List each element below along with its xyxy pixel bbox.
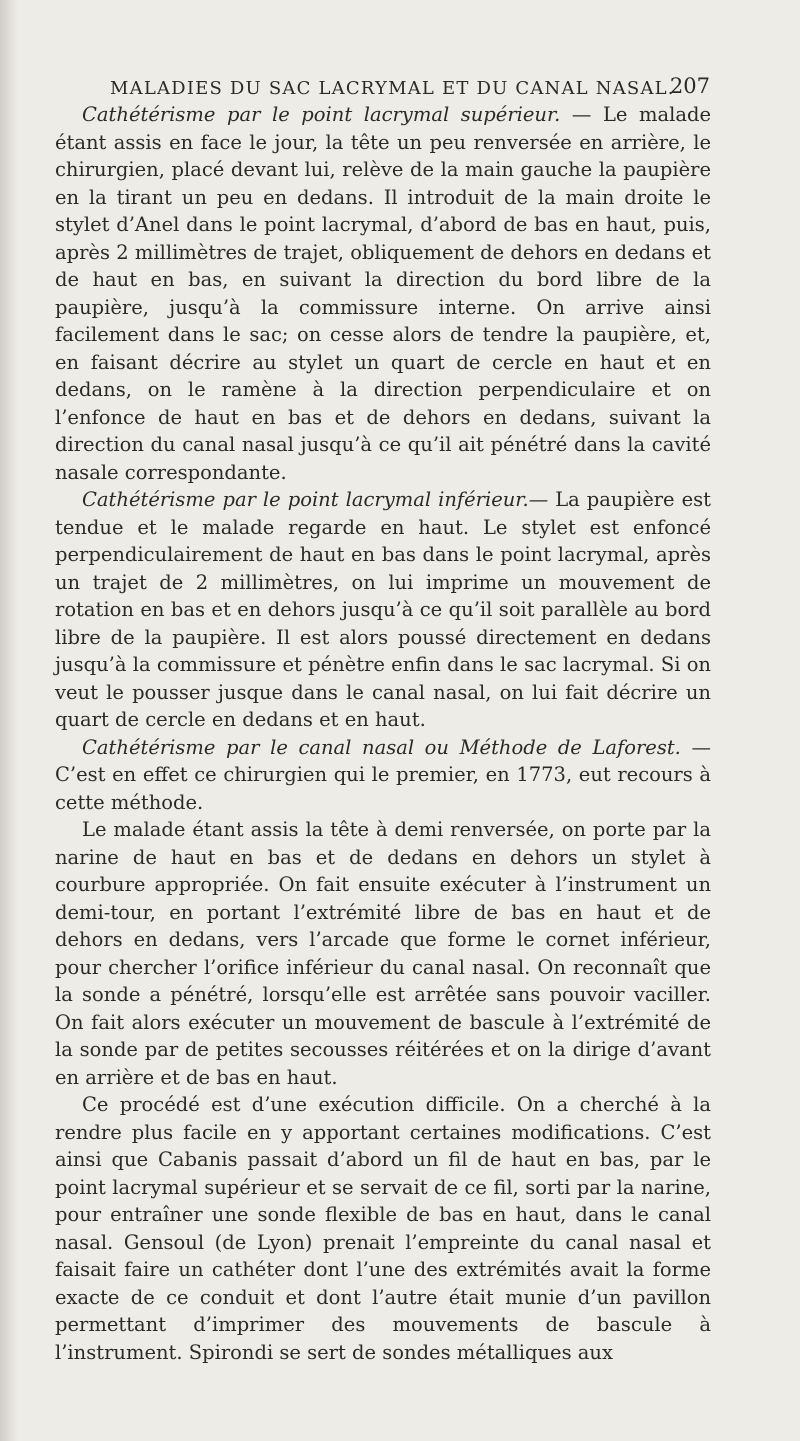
body-text <box>55 101 711 1366</box>
paragraph <box>55 1091 711 1366</box>
section-heading: Cathétérisme par le point lacrymal supérieur. <box>82 103 561 126</box>
section-heading: Cathétérisme par le canal nasal ou Méthode de Laforest. <box>82 735 681 759</box>
running-header <box>110 74 710 99</box>
paragraph-text: — La paupière est tendue et le malade regarde en haut. Le stylet est enfoncé perpendiculairement de haut en bas dans le point lacrymal, après un trajet de 2 millimètres, on lui imprime un mouvement de rotation en bas et en dehors jusqu’à ce qu’il soit parallèle au bord libre de la paupière. Il est alors poussé directement en dedans jusqu’à la commissure et pénètre enfin dans le sac lacrymal. Si on veut le pousser jusque dans le canal nasal, on lui fait décrire un quart de cercle en dedans et en haut. <box>55 488 711 731</box>
paragraph-text: Le malade étant assis la tête à demi renversée, on porte par la narine de haut en bas et de dedans en dehors un stylet à courbure appropriée. On fait ensuite exécuter à l’instrument un demi-tour, en portant l’extrémité libre de bas en haut et de dehors en dedans, vers l’arcade que forme le cornet inférieur, pour chercher l’orifice inférieur du canal nasal. On reconnaît que la sonde a pénétré, lorsqu’elle est arrêtée sans pouvoir vaciller. On fait alors exécuter un mouvement de bascule à l’extrémité de la sonde par de petites secousses réitérées et on la dirige d’avant en arrière et de bas en haut. <box>55 818 711 1089</box>
paragraph-text: Ce procédé est d’une exécution difficile. On a cherché à la rendre plus facile en y apportant certaines modifications. C’est ainsi que Cabanis passait d’abord un fil de haut en bas, par le point lacrymal supérieur et se servait de ce fil, sorti par la narine, pour entraîner une sonde flexible de bas en haut, dans le canal nasal. Gensoul (de Lyon) prenait l’empreinte du canal nasal et faisait faire un cathéter dont l’une des extrémités avait la forme exacte de ce conduit et dont l’autre était munie d’un pavillon permettant d’imprimer des mouvements de bascule à l’instrument. Spirondi se sert de sondes métalliques aux <box>55 1093 711 1364</box>
paragraph-text: — C’est en effet ce chirurgien qui le premier, en 1773, eut recours à cette méthode. <box>55 735 711 814</box>
running-title: MALADIES DU SAC LACRYMAL ET DU CANAL NASAL. <box>110 78 675 99</box>
page-edge-shadow <box>0 0 18 1441</box>
paragraph <box>55 486 711 734</box>
section-heading: Cathétérisme par le point lacrymal inférieur. <box>82 488 529 511</box>
page-number: 207 <box>669 74 710 98</box>
paragraph-text: — Le malade étant assis en face le jour, la tête un peu renversée en arrière, le chirurgien, placé devant lui, relève de la main gauche la paupière en la tirant un peu en dedans. Il introduit de la main droite le stylet d’Anel dans le point lacrymal, d’abord de bas en haut, puis, après 2 millimètres de trajet, obliquement de dehors en dedans et de haut en bas, en suivant la direction du bord libre de la paupière, jusqu’à la commissure interne. On arrive ainsi facilement dans le sac; on cesse alors de tendre la paupière, et, en faisant décrire au stylet un quart de cercle en haut et en dedans, on le ramène à la direction perpendiculaire et on l’enfonce de haut en bas et de dehors en dedans, suivant la direction du canal nasal jusqu’à ce qu’il ait pénétré dans la cavité nasale correspondante. <box>55 103 711 484</box>
paragraph <box>55 734 711 817</box>
paragraph <box>55 101 711 486</box>
paragraph <box>55 816 711 1091</box>
